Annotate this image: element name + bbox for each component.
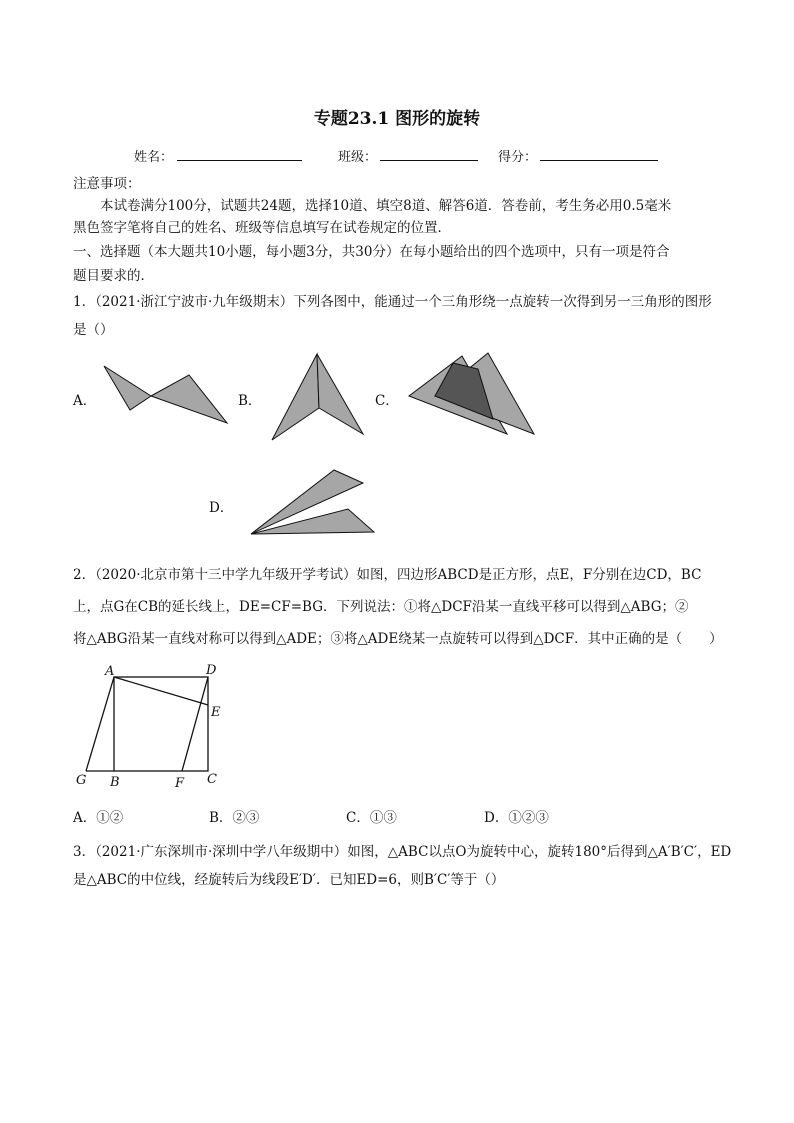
notes-line-1: 本试卷满分100分，试题共24题，选择10道、填空8道、解答6道．答卷前，考生务必用0.5毫米: [100, 198, 672, 214]
q1-option-c-label[interactable]: C．: [375, 393, 399, 409]
q1-stem-line-2: 是（）: [73, 322, 114, 338]
q1-stem-line-1: 1．（2021·浙江宁波市·九年级期末）下列各图中，能通过一个三角形绕一点旋转一次得到另一三角形的图形: [73, 294, 712, 310]
q1-option-d-label[interactable]: D．: [209, 500, 234, 516]
section-1-line-1: 一、选择题（本大题共10小题，每小题3分，共30分）在每小题给出的四个选项中，只有一项是符合: [73, 244, 670, 260]
name-label: 姓名：: [134, 150, 174, 165]
q2-label-c: C: [207, 772, 217, 787]
q3-stem-line-1: 3．（2021·广东深圳市·深圳中学八年级期中）如图，△ABC以点O为旋转中心，旋转180°后得到△A′B′C′，ED: [73, 844, 732, 860]
q2-stem-line-3: 将△ABG沿某一直线对称可以得到△ADE；③将△ADE绕某一点旋转可以得到△DCF．其中正确的是（ ）: [73, 631, 723, 647]
q1-option-b-label[interactable]: B．: [238, 393, 262, 409]
q2-label-e: E: [211, 705, 221, 720]
q1-option-a-label[interactable]: A．: [73, 393, 97, 409]
score-label: 得分：: [498, 150, 538, 165]
q2-option-d[interactable]: D．①②③: [484, 810, 549, 826]
q2-label-a: A: [105, 664, 115, 679]
q3-stem-line-2: 是△ABC的中位线，经旋转后为线段E′D′．已知ED=6，则B′C′等于（）: [73, 872, 505, 888]
q2-segment-df: [182, 677, 208, 771]
page-title: 专题23.1 图形的旋转: [313, 109, 481, 129]
class-label: 班级：: [338, 150, 378, 165]
q2-stem-line-1: 2．（2020·北京市第十三中学九年级开学考试）如图，四边形ABCD是正方形，点E，F分别在边CD，BC: [73, 567, 702, 583]
q2-option-b[interactable]: B．②③: [209, 810, 260, 826]
q2-stem-line-2: 上，点G在CB的延长线上，DE=CF=BG．下列说法：①将△DCF沿某一直线平移可以得到△ABG；②: [73, 599, 689, 615]
q2-label-d: D: [206, 663, 217, 678]
q2-label-b: B: [110, 775, 120, 790]
q2-segment-ae: [114, 677, 208, 705]
q2-label-f: F: [175, 776, 185, 791]
notes-line-2: 黑色签字笔将自己的姓名、班级等信息填写在试卷规定的位置．: [73, 220, 451, 236]
q2-segment-ag: [86, 677, 114, 771]
q2-option-a[interactable]: A．①②: [73, 810, 124, 826]
q2-option-c[interactable]: C．①③: [346, 810, 397, 826]
section-1-line-2: 题目要求的．: [73, 268, 154, 284]
notes-heading: 注意事项：: [73, 176, 141, 192]
q2-label-g: G: [76, 773, 87, 788]
